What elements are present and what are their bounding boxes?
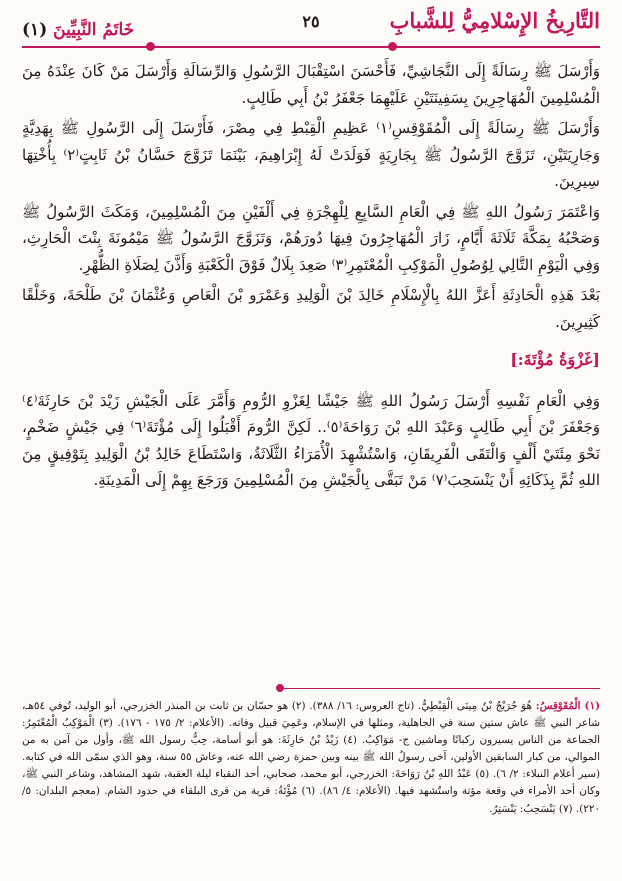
paragraph: وَأَرْسَلَ ﷺ رِسَالَةً إِلَى الْمُقَوْقِسِ⁽١⁾ عَظِيمِ الْقِبْطِ فِي مِصْرَ، فَأَرْسَلَ إِلَى الرَّسُولِ ﷺ بِهَدِيَّةٍ وَجَارِيَتَيْنِ، تَزَوَّجَ الرَّسُولُ ﷺ بِجَارِيَةٍ فَوَلَدَتْ لَهُ إِبْرَاهِيمَ، بَيْنَمَا تَزَوَّجَ حَسَّانُ بْنُ ثَابِتٍ⁽٢⁾ بِأُخْتِهَا سِيرِينَ.: [22, 119, 601, 190]
chapter-number: (١): [22, 20, 48, 40]
section-heading: [غَزْوَةُ مُؤْتَةَ:]: [510, 350, 600, 369]
paragraph: وَأَرْسَلَ ﷺ رِسَالَةً إِلَى النَّجَاشِيِّ، فَأَحْسَنَ اسْتِقْبَالَ الرَّسُولِ وَالرِّسَالَةِ وَأَرْسَلَ مَنْ كَانَ عِنْدَهُ مِنَ الْمُسْلِمِينَ الْمُهَاجِرِينَ بِسَفِينَتَيْنِ عَلَيْهِمَا جَعْفَرُ بْنُ أَبِي طَالِبٍ.: [22, 62, 600, 107]
paragraph: وَاعْتَمَرَ رَسُولُ اللهِ ﷺ فِي الْعَامِ السَّابِعِ لِلْهِجْرَةِ فِي أَلْفَيْنِ مِنَ الْمُسْلِمِينَ، وَمَكَثَ الرَّسُولُ ﷺ وَصَحْبُهُ بِمَكَّةَ ثَلَاثَةَ أَيَّامٍ، زَارَ الْمُهَاجِرُونَ فِيهَا دُورَهُمْ، وَتَزَوَّجَ الرَّسُولُ ﷺ مَيْمُونَةَ بِنْتَ الْحَارِثِ، وَفِي الْيَوْمِ التَّالِي لِوُصُولِ الْمَوْكِبِ الْمُعْتَمِرِ⁽٣⁾ صَعِدَ بِلَالٌ فَوْقَ الْكَعْبَةِ وَأَذَّنَ لِصَلَاةِ الظُّهْرِ.: [22, 202, 600, 274]
footnote-head: (١) الْمُقَوْقِسُ:: [535, 700, 600, 712]
footnote-text: هُوَ جُرَيْجُ بْنُ مِينَى الْقِبْطِيُّ. (تاج العروس: ١٦/ ٣٨٨). (٢) هو حسّان بن ثابت بن المنذر الخزرجي، أبو الوليد، تُوفي ٥٤هـ، شاعر النبي ﷺ عاش ستين سنة في الجاهلية، ومثلها في الإسلام، وعَمِيَ قبيل وفاته. (الأعلام: ٢/ ١٧٥ - ١٧٦). (٣) الْمَوْكِبُ الْمُعْتَمِرُ: الجماعة من الناس يسيرون ركبانًا وماشين ج- مَوَاكِبُ. (٤) زَيْدُ بْنُ حَارِثَةَ: هو أبو أسامة، حِبُّ رسول الله ﷺ، وأول من آمن به من الموالي، من كبار السابقين الأولين، آخى رسولُ الله ﷺ بينه وبين حمزة رضي الله عنه، وعاش ٥٥ سنة، وهو الذي سمّى الله في كتابه. (سير أعلام النبلاء: ٢/ ٦). (٥) عَبْدُ اللهِ بْنُ رَوَاحَةَ: الخزرجي، أبو محمد، صحابي، أحد النقباء ليلة العقبة، شهد المشاهد، وشاعر النبي ﷺ، وكان أحد الأمراء في وقعة مؤتة واستُشهد فيها. (الأعلام: ٤/ ٨٦). (٦) مُؤْتَةُ: قرية من قرى البلقاء في حدود الشام. (معجم البلدان: ٥/ ٢٢٠). (٧) يَنْسَحِبُ: يَنْسَتِرُ.: [22, 700, 601, 815]
footnote-rule: [280, 688, 600, 689]
chapter-title-text: خَاتَمُ النَّبِيِّينَ: [53, 20, 135, 40]
paragraph: بَعْدَ هَذِهِ الْحَادِثَةِ أَعَزَّ اللهُ بِالْإِسْلَامِ خَالِدَ بْنَ الْوَلِيدِ وَعَمْرَو بْنَ الْعَاصِ وَعُثْمَانَ بْنَ طَلْحَةَ، وَخَلْقًا كَثِيرِينَ.: [22, 286, 600, 331]
footnote-rule-dot: [276, 684, 284, 692]
main-text: [22, 58, 600, 498]
book-title: التَّارِيخُ الإِسْلامِيُّ لِلشَّبابِ: [389, 8, 600, 33]
page-number: ٢٥: [302, 12, 320, 31]
header-rule: [22, 46, 600, 48]
header-rule-dot: [146, 42, 155, 51]
page-header: [22, 8, 600, 44]
chapter-title: [22, 20, 134, 40]
footnotes: [22, 698, 600, 818]
header-rule-dot: [388, 42, 397, 51]
footnote: [22, 698, 600, 818]
paragraph: وَفِي الْعَامِ نَفْسِهِ أَرْسَلَ رَسُولُ اللهِ ﷺ جَيْشًا لِغَزْوِ الرُّومِ وَأَمَّرَ عَلَى الْجَيْشِ زَيْدَ بْنَ حَارِثَةَ⁽٤⁾ وَجَعْفَرَ بْنَ أَبِي طَالِبٍ وَعَبْدَ اللهِ بْنَ رَوَاحَةَ⁽٥⁾.. لَكِنَّ الرُّومَ أَقْبَلُوا إِلَى مُؤْتَةَ⁽٦⁾ فِي جَيْشٍ ضَخْمٍ، نَحْوَ مِئَتَيْ أَلْفٍ وَالْتَقَى الْفَرِيقَانِ، وَاسْتُشْهِدَ الْأُمَرَاءُ الثَّلَاثَةُ، وَاسْتَطَاعَ خَالِدُ بْنُ الْوَلِيدِ بِتَوْفِيقٍ مِنَ اللهِ ثُمَّ بِذَكَائِهِ أَنْ يَنْسَحِبَ⁽٧⁾ مَنْ تَبَقَّى بِالْجَيْشِ مِنَ الْمُسْلِمِينَ وَرَجَعَ بِهِمْ إِلَى الْمَدِينَةِ.: [22, 391, 600, 489]
